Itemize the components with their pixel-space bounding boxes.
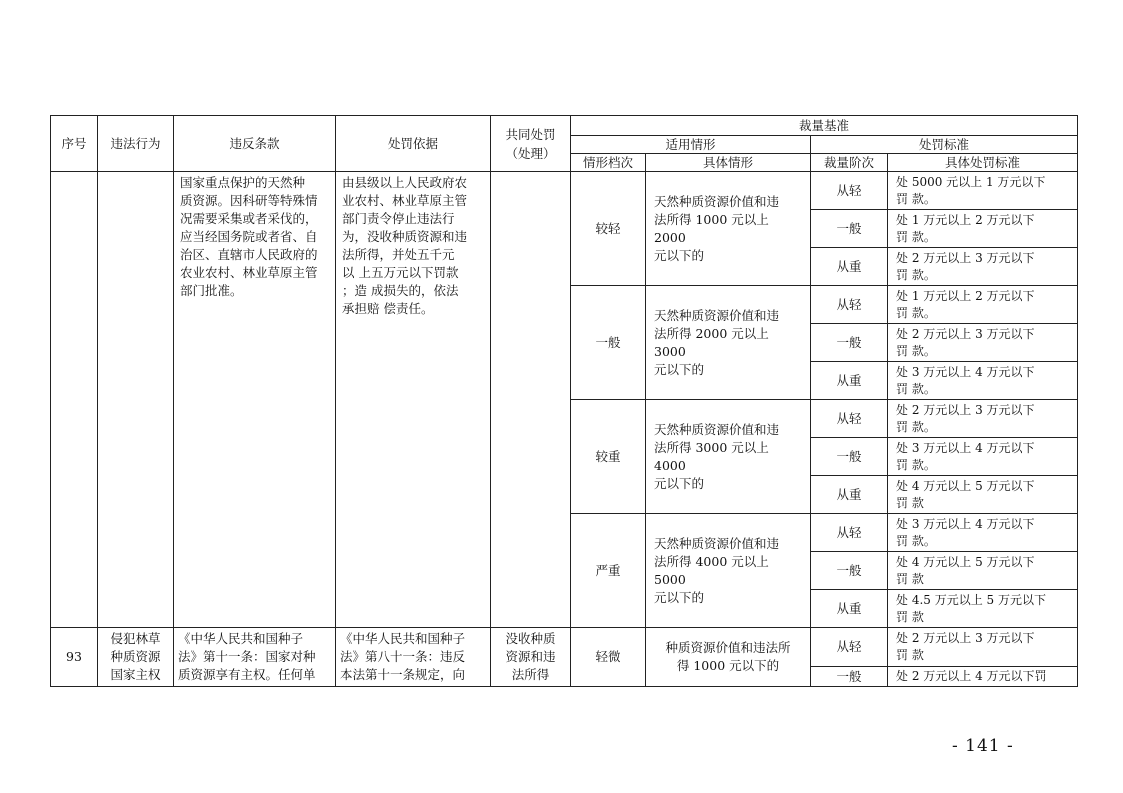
stage-cell: 一般: [811, 552, 888, 590]
standard-cell: 处 1 万元以上 2 万元以下 罚 款。: [888, 286, 1078, 324]
seq-cell: [51, 172, 98, 628]
standard-cell: 处 2 万元以上 3 万元以下 罚 款。: [888, 248, 1078, 286]
standard-cell: 处 2 万元以上 3 万元以下 罚 款。: [888, 400, 1078, 438]
common-penalty-cell: [491, 172, 571, 628]
stage-cell: 从轻: [811, 286, 888, 324]
clause-cell: 国家重点保护的天然种 质资源。因科研等特殊情 况需要采集或者采伐的， 应当经国务院或者省、自 治区、直辖市人民政府的 农业农村、林业草原主管 部门批准。: [174, 172, 336, 628]
stage-cell: 从轻: [811, 400, 888, 438]
seq-number: 93: [51, 628, 98, 687]
header-specific-standard: 具体处罚标准: [888, 154, 1078, 172]
common-penalty-cell: 没收种质 资源和违 法所得: [491, 628, 571, 687]
stage-cell: 一般: [811, 438, 888, 476]
stage-cell: 从重: [811, 590, 888, 628]
level-cell: 严重: [571, 514, 646, 628]
header-clause: 违反条款: [174, 116, 336, 172]
header-level: 情形档次: [571, 154, 646, 172]
header-violation: 违法行为: [98, 116, 174, 172]
header-applicable-situation: 适用情形: [571, 136, 811, 154]
situation-cell: 种质资源价值和违法所 得 1000 元以下的: [646, 628, 811, 687]
situation-cell: 天然种质资源价值和违 法所得 3000 元以上 4000 元以下的: [646, 400, 811, 514]
header-basis: 处罚依据: [336, 116, 491, 172]
standard-cell: 处 4 万元以上 5 万元以下 罚 款: [888, 476, 1078, 514]
table-row: [51, 628, 1078, 667]
header-situation: 具体情形: [646, 154, 811, 172]
level-cell: 一般: [571, 286, 646, 400]
situation-cell: 天然种质资源价值和违 法所得 4000 元以上 5000 元以下的: [646, 514, 811, 628]
discretion-table: [50, 115, 1078, 687]
header-discretion-standard: 裁量基准: [571, 116, 1078, 136]
standard-cell: 处 3 万元以上 4 万元以下 罚 款。: [888, 438, 1078, 476]
standard-cell: 处 5000 元以上 1 万元以下 罚 款。: [888, 172, 1078, 210]
stage-cell: 从轻: [811, 514, 888, 552]
standard-cell: 处 2 万元以上 3 万元以下 罚 款: [888, 628, 1078, 667]
situation-cell: 天然种质资源价值和违 法所得 1000 元以上 2000 元以下的: [646, 172, 811, 286]
basis-cell: 《中华人民共和国种子 法》第八十一条：违反 本法第十一条规定，向: [336, 628, 491, 687]
page-number: - 141 -: [952, 736, 1014, 756]
standard-cell: 处 3 万元以上 4 万元以下 罚 款。: [888, 362, 1078, 400]
clause-cell: 《中华人民共和国种子 法》第十一条：国家对种 质资源享有主权。任何单: [174, 628, 336, 687]
stage-cell: 一般: [811, 210, 888, 248]
situation-cell: 天然种质资源价值和违 法所得 2000 元以上 3000 元以下的: [646, 286, 811, 400]
table-row: [51, 172, 1078, 210]
basis-cell: 由县级以上人民政府农 业农村、林业草原主管 部门责令停止违法行 为，没收种质资源和违 法所得，并处五千元 以 上五万元以下罚款 ；造 成损失的，依法 承担赔 偿责任。: [336, 172, 491, 628]
standard-cell: 处 4 万元以上 5 万元以下 罚 款: [888, 552, 1078, 590]
header-common-penalty: 共同处罚 （处理）: [491, 116, 571, 172]
header-stage: 裁量阶次: [811, 154, 888, 172]
stage-cell: 一般: [811, 667, 888, 687]
violation-cell: [98, 172, 174, 628]
header-seq: 序号: [51, 116, 98, 172]
violation-name: 侵犯林草 种质资源 国家主权: [98, 628, 174, 687]
standard-cell: 处 4.5 万元以上 5 万元以下 罚 款: [888, 590, 1078, 628]
level-cell: 较重: [571, 400, 646, 514]
stage-cell: 从重: [811, 476, 888, 514]
standard-cell: 处 2 万元以上 4 万元以下罚: [888, 667, 1078, 687]
stage-cell: 一般: [811, 324, 888, 362]
level-cell: 轻微: [571, 628, 646, 687]
standard-cell: 处 3 万元以上 4 万元以下 罚 款。: [888, 514, 1078, 552]
level-cell: 较轻: [571, 172, 646, 286]
stage-cell: 从轻: [811, 628, 888, 667]
stage-cell: 从重: [811, 248, 888, 286]
standard-cell: 处 2 万元以上 3 万元以下 罚 款。: [888, 324, 1078, 362]
stage-cell: 从重: [811, 362, 888, 400]
header-penalty-standard: 处罚标准: [811, 136, 1078, 154]
standard-cell: 处 1 万元以上 2 万元以下 罚 款。: [888, 210, 1078, 248]
stage-cell: 从轻: [811, 172, 888, 210]
